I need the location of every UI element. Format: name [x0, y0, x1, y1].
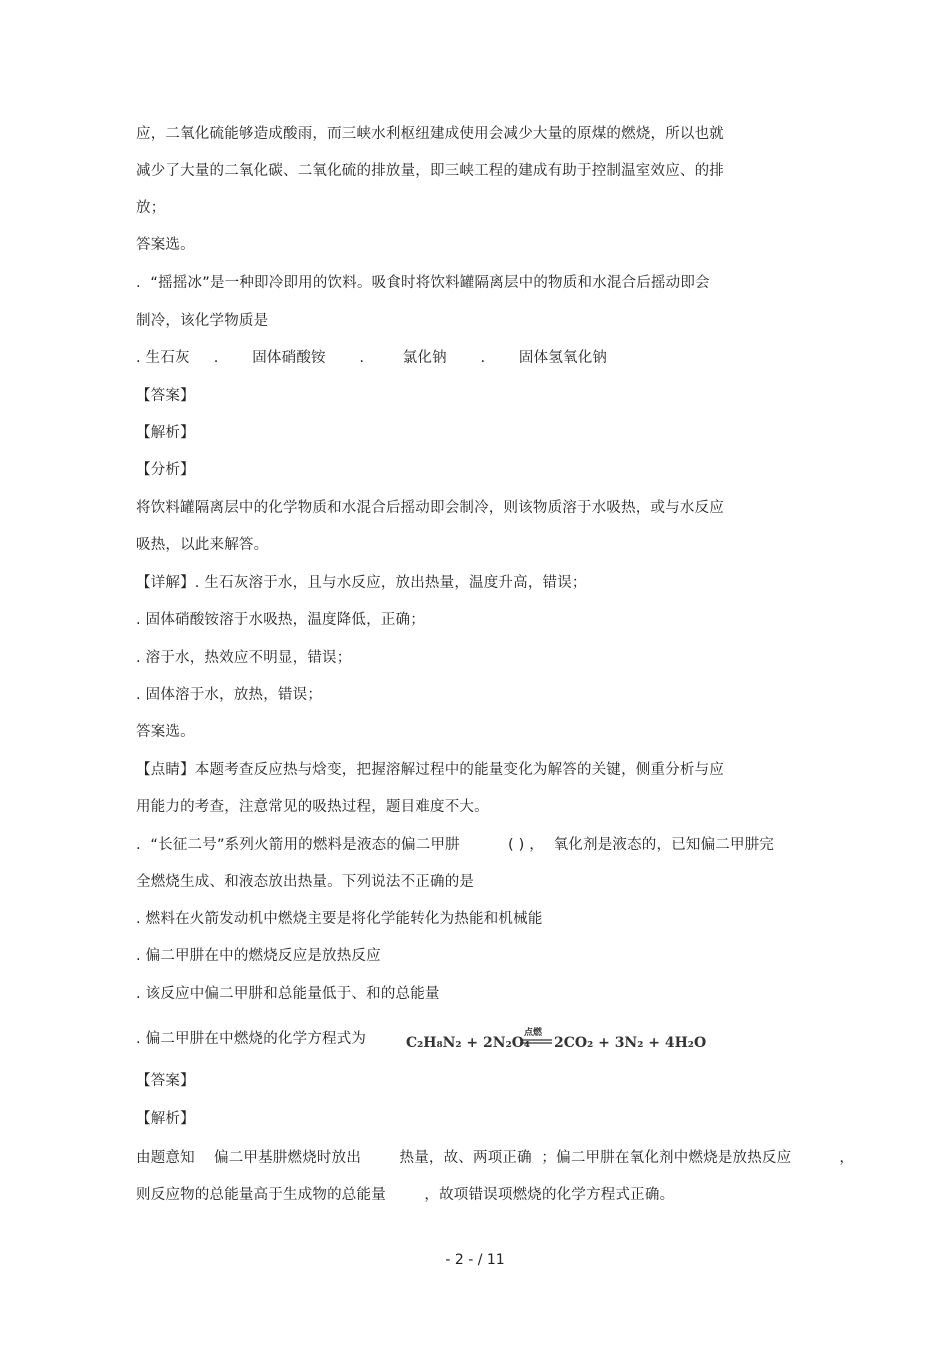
option-a: . 燃料在火箭发动机中燃烧主要是将化学能转化为热能和机械能 [136, 911, 543, 927]
text-line: 则反应物的总能量高于生成物的总能量 ，故项错误项燃烧的化学方程式正确。 [136, 1187, 675, 1203]
section-answer-heading: 【答案】 [136, 1073, 195, 1089]
text-line: 应，二氧化硫能够造成酸雨，而三峡水利枢纽建成使用会减少大量的原煤的燃烧，所以也就 [136, 126, 724, 142]
text-line: 【详解】. 生石灰溶于水，且与水反应，放出热量，温度升高，错误； [136, 575, 587, 591]
section-answer-heading: 【答案】 [136, 388, 195, 404]
text-line: 将饮料罐隔离层中的化学物质和水混合后摇动即会制冷，则该物质溶于水吸热，或与水反应 [136, 500, 724, 516]
text-line: . 固体溶于水，放热，错误； [136, 687, 323, 703]
section-analysis-heading: 【解析】 [136, 1111, 195, 1127]
equation-products: 2CO₂ + 3N₂ + 4H₂O [554, 1035, 706, 1051]
text-line: 减少了大量的二氧化碳、二氧化硫的排放量，即三峡工程的建成有助于控制温室效应、的排 [136, 163, 724, 179]
text-line: . 固体硝酸铵溶于水吸热，温度降低，正确； [136, 612, 425, 628]
question-stem: 全燃烧生成、和液态放出热量。下列说法不正确的是 [136, 874, 475, 890]
text-line: 答案选。 [136, 724, 195, 740]
text-line: 用能力的考查，注意常见的吸热过程，题目难度不大。 [136, 799, 489, 815]
option-d: . 偏二甲肼在中燃烧的化学方程式为 [136, 1031, 367, 1047]
equation-condition: 点燃 [524, 1028, 543, 1038]
answer-options: . 生石灰 . 固体硝酸铵 . 氯化钠 . 固体氢氧化钠 [136, 350, 608, 366]
text-line: 放； [136, 200, 166, 216]
question-stem: 制冷，该化学物质是 [136, 313, 269, 329]
chemical-equation [406, 1026, 706, 1056]
section-analysis-heading: 【解析】 [136, 425, 195, 441]
section-fenxi-heading: 【分析】 [136, 462, 195, 478]
text-line: 由题意知 偏二甲基肼燃烧时放出 热量，故、两项正确 ；偏二甲肼在氧化剂中燃烧是放热反应 ， [136, 1150, 855, 1166]
option-b: . 偏二甲肼在中的燃烧反应是放热反应 [136, 948, 381, 964]
text-line: 【点睛】本题考查反应热与焓变，把握溶解过程中的能量变化为解答的关键，侧重分析与应 [136, 762, 724, 778]
option-c: . 该反应中偏二甲肼和总能量低于、和的总能量 [136, 986, 440, 1002]
text-line: . 溶于水，热效应不明显，错误； [136, 650, 352, 666]
text-line: 吸热，以此来解答。 [136, 537, 269, 553]
question-stem: . “摇摇冰”是一种即冷即用的饮料。吸食时将饮料罐隔离层中的物质和水混合后摇动即会 [136, 275, 710, 291]
page-number: - 2 - / 11 [445, 1252, 505, 1268]
question-stem: . “长征二号”系列火箭用的燃料是液态的偏二甲肼 ( ) ， 氧化剂是液态的，已知偏二甲肼完 [136, 837, 775, 853]
equation-reactants: C₂H₈N₂ + 2N₂O₄ [406, 1035, 531, 1051]
text-line: 答案选。 [136, 237, 195, 253]
